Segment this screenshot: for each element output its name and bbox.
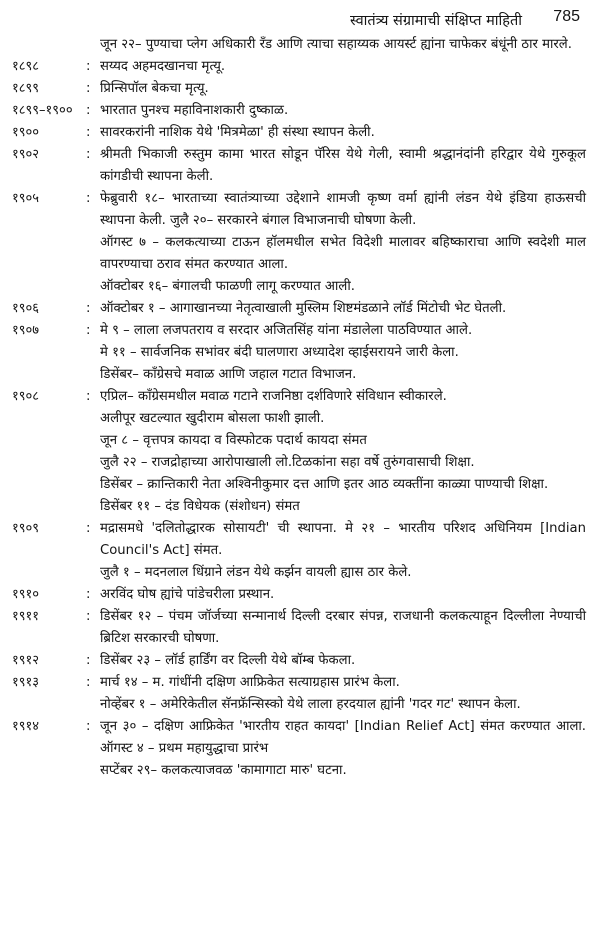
entry-body <box>100 144 586 188</box>
entry-paragraph: डिसेंबर– काँग्रेसचे मवाळ आणि जहाल गटात विभाजन. <box>100 367 357 382</box>
entry-year: १९०६ <box>12 301 40 316</box>
entry-body <box>100 606 586 650</box>
chronology-entry <box>12 56 586 78</box>
chronology-entry <box>12 672 586 716</box>
entry-separator: : <box>86 521 91 536</box>
entry-paragraph: ऑक्टोबर १६– बंगालची फाळणी लागू करण्यात आली. <box>100 279 355 294</box>
entry-paragraph: फेब्रुवारी १८– भारताच्या स्वातंत्र्याच्या उद्देशाने शामजी कृष्ण वर्मा ह्यांनी लंडन येथे इंडिया हाऊसची स्थापना केली. जुलै २०– सरकारने बंगाल विभाजनाची घोषणा केली. <box>100 191 586 228</box>
entry-year: १९०२ <box>12 147 40 162</box>
entry-year: १९०७ <box>12 323 40 338</box>
entry-paragraph: श्रीमती भिकाजी रुस्तुम कामा भारत सोडून पॅरिस येथे गेली, स्वामी श्रद्धानंदांनी हरिद्वार येथे गुरुकूल कांगडीची स्थापना केली. <box>100 147 586 184</box>
entry-separator: : <box>86 587 91 602</box>
chronology-entry <box>12 584 586 606</box>
chronology-entry <box>12 606 586 650</box>
entry-body <box>100 100 586 122</box>
entry-body <box>100 386 586 518</box>
chronology-entry <box>12 298 586 320</box>
entry-paragraph: ऑगस्ट ७ – कलकत्याच्या टाऊन हॉलमधील सभेत विदेशी मालावर बहिष्काराचा आणि स्वदेशी माल वापरण्याचा ठराव संमत करण्यात आला. <box>100 235 586 272</box>
entry-body <box>100 188 586 298</box>
entry-separator: : <box>86 59 91 74</box>
entry-year: १८९९ <box>12 81 40 96</box>
entry-separator: : <box>86 191 91 206</box>
chronology-entry <box>12 320 586 386</box>
entry-separator: : <box>86 609 91 624</box>
entry-separator: : <box>86 389 91 404</box>
entry-year: १९०९ <box>12 521 40 536</box>
entry-paragraph: मे ९ – लाला लजपतराय व सरदार अजितसिंह यांना मंडालेला पाठविण्यात आले. <box>100 323 473 338</box>
entry-paragraph: जुलै २२ – राजद्रोहाच्या आरोपाखाली लो.टिळकांना सहा वर्षे तुरुंगवासाची शिक्षा. <box>100 455 475 470</box>
entry-paragraph: डिसेंबर ११ – दंड विधेयक (संशोधन) संमत <box>100 499 300 514</box>
entry-separator: : <box>86 301 91 316</box>
entry-paragraph: मे ११ – सार्वजनिक सभांवर बंदी घालणारा अध्यादेश व्हाईसरायने जारी केला. <box>100 345 459 360</box>
entry-separator: : <box>86 323 91 338</box>
entry-body <box>100 716 586 782</box>
entry-separator: : <box>86 719 91 734</box>
page-number: 785 <box>553 8 580 25</box>
entry-body <box>100 34 586 56</box>
chronology-entry <box>12 650 586 672</box>
entry-paragraph: नोव्हेंबर १ – अमेरिकेतील सॅनफ्रॅन्सिस्को येथे लाला हरदयाल ह्यांनी 'गदर गट' स्थापन केला. <box>100 697 521 712</box>
chronology-entry <box>12 518 586 584</box>
entry-paragraph: जुलै १ – मदनलाल धिंग्राने लंडन येथे कर्झन वायली ह्यास ठार केले. <box>100 565 412 580</box>
running-header <box>12 6 586 34</box>
entry-paragraph: ऑक्टोबर १ – आगाखानच्या नेतृत्वाखाली मुस्लिम शिष्टमंडळाने लॉर्ड मिंटोची भेट घेतली. <box>100 301 507 316</box>
entry-separator: : <box>86 81 91 96</box>
entry-body <box>100 298 586 320</box>
entry-year: १९१२ <box>12 653 40 668</box>
chronology-entry <box>12 122 586 144</box>
chronology-entry <box>12 34 586 56</box>
entry-body <box>100 650 586 672</box>
chronology-entry <box>12 716 586 782</box>
entry-year: १९०० <box>12 125 40 140</box>
entry-paragraph: सय्यद अहमदखानचा मृत्यू. <box>100 59 226 74</box>
entry-year: १८९९–१९०० <box>12 103 73 118</box>
header-title: स्वातंत्र्य संग्रामाची संक्षिप्त माहिती <box>349 13 522 29</box>
entry-paragraph: डिसेंबर २३ – लॉर्ड हार्डिंग वर दिल्ली येथे बॉम्ब फेकला. <box>100 653 356 668</box>
entry-paragraph: डिसेंबर १२ – पंचम जॉर्जच्या सन्मानार्थ दिल्ली दरबार संपन्न, राजधानी कलकत्याहून दिल्लीला नेण्याची ब्रिटिश सरकारची घोषणा. <box>100 609 586 646</box>
entry-paragraph: अलीपूर खटल्यात खुदीराम बोसला फाशी झाली. <box>100 411 325 426</box>
entry-body <box>100 672 586 716</box>
entry-body <box>100 122 586 144</box>
chronology-entry <box>12 386 586 518</box>
entry-separator: : <box>86 125 91 140</box>
entry-paragraph: जून ८ – वृत्तपत्र कायदा व विस्फोटक पदार्थ कायदा संमत <box>100 433 367 448</box>
entry-year: १९१३ <box>12 675 40 690</box>
chronology-entry <box>12 78 586 100</box>
chronology-entry <box>12 144 586 188</box>
chronology-list <box>12 34 586 782</box>
entry-body <box>100 584 586 606</box>
entry-year: १९०८ <box>12 389 40 404</box>
entry-paragraph: एप्रिल– काँग्रेसमधील मवाळ गटाने राजनिष्ठा दर्शविणारे संविधान स्वीकारले. <box>100 389 447 404</box>
entry-separator: : <box>86 103 91 118</box>
entry-paragraph: डिसेंबर – क्रान्तिकारी नेता अश्विनीकुमार दत्त आणि इतर आठ व्यक्तींना काळ्या पाण्याची शिक्षा. <box>100 477 549 492</box>
entry-body <box>100 56 586 78</box>
entry-year: १९१४ <box>12 719 40 734</box>
entry-separator: : <box>86 675 91 690</box>
entry-body <box>100 78 586 100</box>
entry-body <box>100 518 586 584</box>
entry-paragraph: अरविंद घोष ह्यांचे पांडेचरीला प्रस्थान. <box>100 587 275 602</box>
entry-separator: : <box>86 653 91 668</box>
entry-paragraph: सावरकरांनी नाशिक येथे 'मित्रमेळा' ही संस्था स्थापन केली. <box>100 125 375 140</box>
entry-paragraph: भारतात पुनश्च महाविनाशकारी दुष्काळ. <box>100 103 289 118</box>
entry-paragraph: जून २२– पुण्याचा प्लेग अधिकारी रँड आणि त्याचा सहाय्यक आयर्स्ट ह्यांना चाफेकर बंधूंनी ठार मारले. <box>100 37 572 52</box>
entry-body <box>100 320 586 386</box>
entry-year: १८९८ <box>12 59 40 74</box>
entry-year: १९१० <box>12 587 40 602</box>
entry-paragraph: मद्रासमधे 'दलितोद्धारक सोसायटी' ची स्थापना. मे २१ – भारतीय परिशद अधिनियम [Indian Council's Act] संमत. <box>100 521 586 558</box>
chronology-entry <box>12 188 586 298</box>
entry-paragraph: सप्टेंबर २९– कलकत्याजवळ 'कामागाटा मारु' घटना. <box>100 763 347 778</box>
entry-paragraph: प्रिन्सिपॉल बेकचा मृत्यू. <box>100 81 209 96</box>
entry-separator: : <box>86 147 91 162</box>
entry-year: १९११ <box>12 609 40 624</box>
entry-paragraph: जून ३० – दक्षिण आफ्रिकेत 'भारतीय राहत कायदा' [Indian Relief Act] संमत करण्यात आला. ऑगस्ट ४ – प्रथम महायुद्धाचा प्रारंभ <box>100 719 586 756</box>
entry-year: १९०५ <box>12 191 40 206</box>
entry-paragraph: मार्च १४ – म. गांधींनी दक्षिण आफ्रिकेत सत्याग्रहास प्रारंभ केला. <box>100 675 400 690</box>
chronology-entry <box>12 100 586 122</box>
